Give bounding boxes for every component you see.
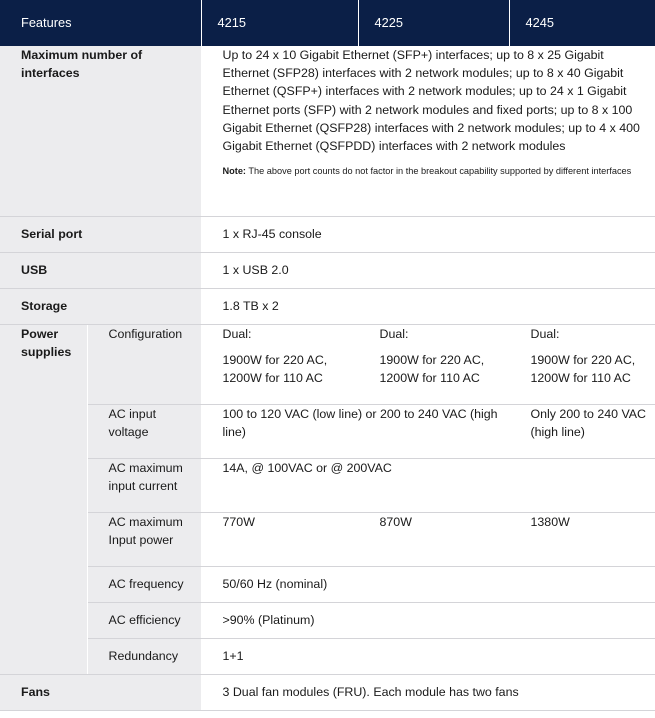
value-ac-max-current: 14A, @ 100VAC or @ 200VAC	[201, 458, 655, 512]
row-storage	[0, 288, 655, 324]
value-ac-input-voltage-4245: Only 200 to 240 VAC (high line)	[509, 404, 655, 458]
value-ac-max-power-4245: 1380W	[509, 512, 655, 566]
value-ac-max-power-4225: 870W	[358, 512, 509, 566]
note-text: The above port counts do not factor in the breakout capability supported by different interfaces	[246, 166, 632, 177]
label-ac-frequency: AC frequency	[87, 566, 201, 602]
value-redundancy: 1+1	[201, 638, 655, 674]
value-usb: 1 x USB 2.0	[201, 252, 655, 288]
config-4215-line1: Dual:	[222, 326, 252, 341]
row-power-configuration	[0, 324, 655, 404]
label-max-interfaces	[0, 46, 201, 216]
header-4215: 4215	[201, 0, 358, 46]
row-max-interfaces	[0, 46, 655, 216]
header-row	[0, 0, 655, 46]
max-interfaces-text: Up to 24 x 10 Gigabit Ethernet (SFP+) interfaces; up to 8 x 25 Gigabit Ethernet (SFP28) interfaces with 2 network modules; up to 8 x 40 Gigabit Ethernet (QSFP+) interfaces with 2 network modules; up to 24 x 1 Gigabit Ethernet ports (SFP) with 2 network modules and fixed ports; up to 8 x 100 Gigabit Ethernet (QSFP28) interfaces with 2 network modules; up to 4 x 400 Gigabit Ethernet (QSFPDD) interfaces with 2 network modules	[222, 48, 640, 154]
header-4245: 4245	[509, 0, 655, 46]
label-fans: Fans	[0, 674, 201, 710]
value-config-4215	[201, 324, 358, 404]
value-serial-port: 1 x RJ-45 console	[201, 216, 655, 252]
value-ac-frequency: 50/60 Hz (nominal)	[201, 566, 655, 602]
row-ac-max-power	[0, 512, 655, 566]
row-ac-efficiency	[0, 602, 655, 638]
note-label: Note:	[222, 166, 246, 177]
label-ac-max-current: AC maximum input current	[87, 458, 201, 512]
header-features: Features	[0, 0, 201, 46]
label-configuration: Configuration	[87, 324, 201, 404]
label-usb: USB	[0, 252, 201, 288]
label-ac-efficiency: AC efficiency	[87, 602, 201, 638]
label-ac-max-power: AC maximum Input power	[87, 512, 201, 566]
value-config-4245	[509, 324, 655, 404]
label-redundancy: Redundancy	[87, 638, 201, 674]
interfaces-note	[223, 163, 648, 180]
label-serial-port: Serial port	[0, 216, 201, 252]
config-4245-line2: 1900W for 220 AC, 1200W for 110 AC	[530, 352, 636, 385]
value-fans: 3 Dual fan modules (FRU). Each module has two fans	[201, 674, 655, 710]
header-4225: 4225	[358, 0, 509, 46]
value-max-interfaces	[201, 46, 655, 216]
label-power-supplies: Power supplies	[0, 324, 87, 674]
value-ac-input-voltage-4215-4225: 100 to 120 VAC (low line) or 200 to 240 VAC (high line)	[201, 404, 509, 458]
value-config-4225	[358, 324, 509, 404]
row-serial-port	[0, 216, 655, 252]
row-ac-max-current	[0, 458, 655, 512]
config-4225-line2: 1900W for 220 AC, 1200W for 110 AC	[379, 352, 485, 385]
row-ac-frequency	[0, 566, 655, 602]
label-storage: Storage	[0, 288, 201, 324]
value-ac-efficiency: >90% (Platinum)	[201, 602, 655, 638]
row-usb	[0, 252, 655, 288]
label-text: Maximum number of interfaces	[21, 48, 143, 80]
row-fans	[0, 674, 655, 710]
config-4225-line1: Dual:	[379, 326, 409, 341]
config-4245-line1: Dual:	[530, 326, 560, 341]
value-storage: 1.8 TB x 2	[201, 288, 655, 324]
label-ac-input-voltage: AC input voltage	[87, 404, 201, 458]
value-ac-max-power-4215: 770W	[201, 512, 358, 566]
row-redundancy	[0, 638, 655, 674]
config-4215-line2: 1900W for 220 AC, 1200W for 110 AC	[222, 352, 328, 385]
row-ac-input-voltage	[0, 404, 655, 458]
